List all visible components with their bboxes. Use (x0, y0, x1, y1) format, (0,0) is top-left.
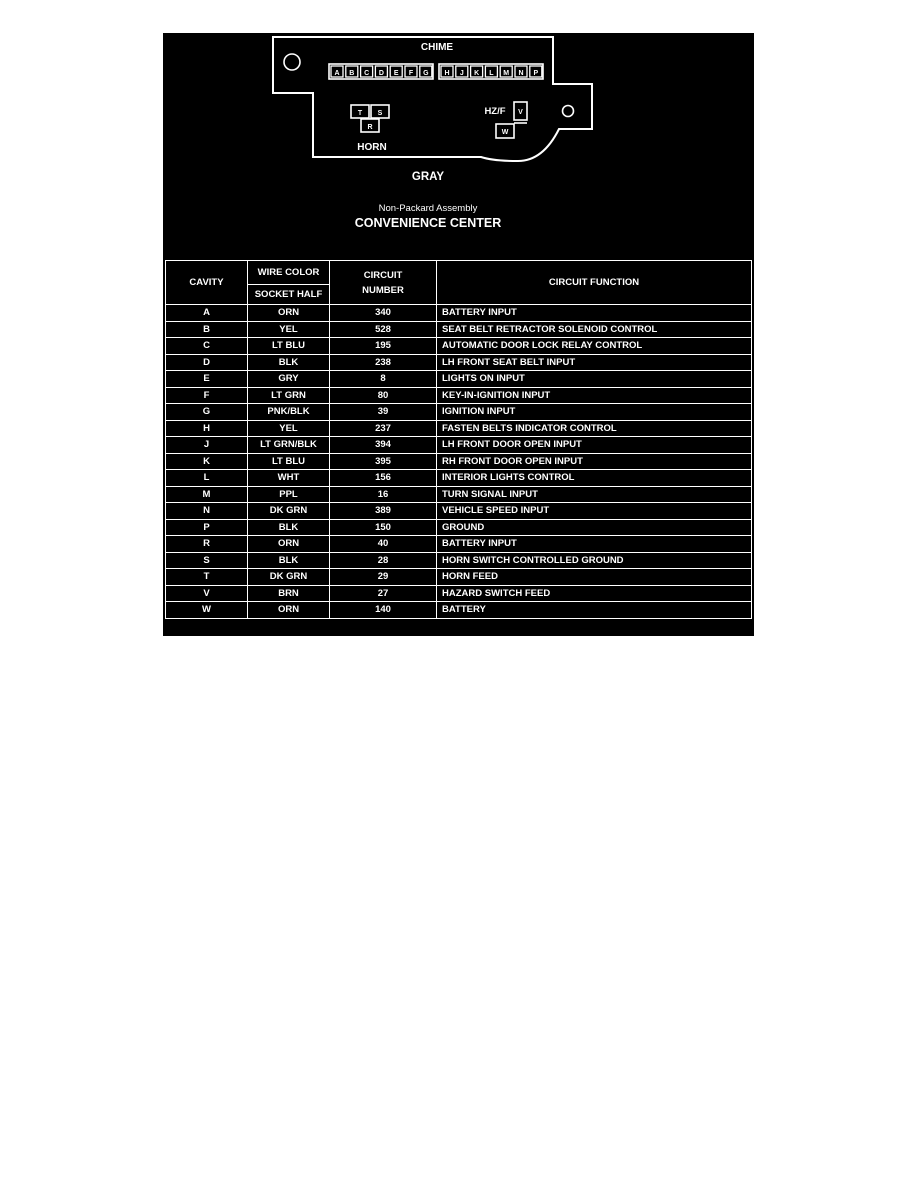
cell-wire-color: BRN (248, 585, 330, 602)
cell-wire-color: DK GRN (248, 503, 330, 520)
cell-cavity: V (166, 585, 248, 602)
cell-circuit-number: 150 (330, 519, 437, 536)
cell-wire-color: LT BLU (248, 453, 330, 470)
cell-wire-color: LT GRN (248, 387, 330, 404)
chime-pin-label: D (378, 70, 384, 77)
cell-circuit-function: AUTOMATIC DOOR LOCK RELAY CONTROL (437, 338, 752, 355)
chime-pin-label: L (489, 70, 494, 77)
hzf-label: HZ/F (484, 106, 506, 117)
cell-circuit-function: VEHICLE SPEED INPUT (437, 503, 752, 520)
header-socket-half: SOCKET HALF (248, 285, 330, 305)
chime-pin-label: H (444, 70, 450, 77)
table-row (166, 569, 752, 586)
cell-wire-color: GRY (248, 371, 330, 388)
cell-circuit-number: 394 (330, 437, 437, 454)
table-row (166, 503, 752, 520)
hzf-pin-w-label: W (501, 129, 509, 136)
horn-label: HORN (357, 142, 387, 153)
cell-circuit-function: LH FRONT SEAT BELT INPUT (437, 354, 752, 371)
cell-circuit-number: 39 (330, 404, 437, 421)
pinout-table (165, 260, 752, 619)
cell-wire-color: ORN (248, 602, 330, 619)
cell-cavity: R (166, 536, 248, 553)
header-circuit-number-line1: CIRCUIT (363, 269, 403, 281)
cell-circuit-function: HORN FEED (437, 569, 752, 586)
table-row (166, 305, 752, 322)
assembly-title: CONVENIENCE CENTER (354, 216, 502, 230)
horn-pin-t-label: T (357, 110, 363, 117)
cell-cavity: H (166, 420, 248, 437)
header-circuit-number-line2: NUMBER (362, 284, 404, 296)
header-wire-color: WIRE COLOR (248, 261, 330, 285)
chime-pin-label: B (349, 70, 355, 77)
mounting-hole-left (284, 54, 300, 70)
header-cavity: CAVITY (166, 261, 248, 305)
chime-pin-label: N (518, 70, 524, 77)
table-row (166, 453, 752, 470)
cell-circuit-number: 340 (330, 305, 437, 322)
cell-circuit-function: SEAT BELT RETRACTOR SOLENOID CONTROL (437, 321, 752, 338)
chime-pin-label: M (503, 70, 510, 77)
cell-cavity: G (166, 404, 248, 421)
chime-pin-label: E (393, 70, 399, 77)
table-row (166, 404, 752, 421)
chime-label: CHIME (420, 42, 454, 53)
cell-cavity: B (166, 321, 248, 338)
cell-cavity: W (166, 602, 248, 619)
table-row (166, 387, 752, 404)
table-row (166, 420, 752, 437)
cell-cavity: C (166, 338, 248, 355)
table-row (166, 470, 752, 487)
cell-circuit-number: 389 (330, 503, 437, 520)
cell-cavity: K (166, 453, 248, 470)
cell-circuit-number: 195 (330, 338, 437, 355)
cell-circuit-number: 237 (330, 420, 437, 437)
cell-circuit-function: IGNITION INPUT (437, 404, 752, 421)
cell-cavity: M (166, 486, 248, 503)
chime-pins-left (331, 66, 432, 77)
cell-wire-color: ORN (248, 305, 330, 322)
cell-wire-color: BLK (248, 519, 330, 536)
table-row (166, 321, 752, 338)
table-row (166, 437, 752, 454)
cell-circuit-number: 27 (330, 585, 437, 602)
header-circuit-number (330, 261, 437, 305)
table-row (166, 519, 752, 536)
cell-cavity: E (166, 371, 248, 388)
cell-cavity: S (166, 552, 248, 569)
mounting-hole-right (563, 106, 574, 117)
cell-circuit-number: 40 (330, 536, 437, 553)
cell-wire-color: PPL (248, 486, 330, 503)
cell-circuit-function: TURN SIGNAL INPUT (437, 486, 752, 503)
chime-pin-label: K (474, 70, 480, 77)
cell-circuit-function: INTERIOR LIGHTS CONTROL (437, 470, 752, 487)
cell-circuit-number: 395 (330, 453, 437, 470)
header-circuit-function: CIRCUIT FUNCTION (437, 261, 752, 305)
chime-pins-right (441, 66, 542, 77)
horn-pin-s-label: S (377, 110, 383, 117)
cell-wire-color: ORN (248, 536, 330, 553)
cell-circuit-function: HAZARD SWITCH FEED (437, 585, 752, 602)
chime-pin-label: F (408, 70, 414, 77)
horn-pin-r-label: R (367, 124, 373, 131)
cell-circuit-function: LIGHTS ON INPUT (437, 371, 752, 388)
cell-circuit-function: HORN SWITCH CONTROLLED GROUND (437, 552, 752, 569)
cell-cavity: J (166, 437, 248, 454)
cell-cavity: D (166, 354, 248, 371)
cell-circuit-number: 156 (330, 470, 437, 487)
cell-circuit-number: 29 (330, 569, 437, 586)
cell-circuit-function: GROUND (437, 519, 752, 536)
cell-circuit-number: 80 (330, 387, 437, 404)
cell-wire-color: BLK (248, 354, 330, 371)
cell-circuit-function: BATTERY (437, 602, 752, 619)
chime-pin-label: A (334, 70, 340, 77)
cell-circuit-function: BATTERY INPUT (437, 305, 752, 322)
cell-circuit-number: 8 (330, 371, 437, 388)
cell-circuit-function: LH FRONT DOOR OPEN INPUT (437, 437, 752, 454)
cell-wire-color: LT BLU (248, 338, 330, 355)
table-row (166, 552, 752, 569)
connector-outline (273, 37, 592, 161)
chime-pin-label: G (423, 70, 429, 77)
cell-cavity: P (166, 519, 248, 536)
table-row (166, 354, 752, 371)
cell-circuit-number: 140 (330, 602, 437, 619)
cell-circuit-function: RH FRONT DOOR OPEN INPUT (437, 453, 752, 470)
cell-cavity: N (166, 503, 248, 520)
cell-wire-color: WHT (248, 470, 330, 487)
connector-diagram (163, 33, 754, 263)
cell-wire-color: DK GRN (248, 569, 330, 586)
table-row (166, 602, 752, 619)
pinout-table-body (166, 305, 752, 619)
cell-cavity: T (166, 569, 248, 586)
cell-wire-color: PNK/BLK (248, 404, 330, 421)
cell-wire-color: BLK (248, 552, 330, 569)
connector-color-label: GRAY (411, 171, 445, 183)
table-row (166, 338, 752, 355)
table-row (166, 486, 752, 503)
hzf-pin-v-label: V (518, 109, 523, 116)
table-row (166, 536, 752, 553)
cell-cavity: A (166, 305, 248, 322)
cell-circuit-function: KEY-IN-IGNITION INPUT (437, 387, 752, 404)
cell-circuit-function: BATTERY INPUT (437, 536, 752, 553)
cell-circuit-number: 28 (330, 552, 437, 569)
cell-circuit-function: FASTEN BELTS INDICATOR CONTROL (437, 420, 752, 437)
cell-circuit-number: 16 (330, 486, 437, 503)
cell-wire-color: YEL (248, 420, 330, 437)
cell-wire-color: LT GRN/BLK (248, 437, 330, 454)
assembly-subtitle: Non-Packard Assembly (378, 203, 478, 214)
chime-pin-label: P (533, 70, 539, 77)
cell-circuit-number: 238 (330, 354, 437, 371)
chime-pin-label: C (364, 70, 370, 77)
cell-cavity: F (166, 387, 248, 404)
cell-wire-color: YEL (248, 321, 330, 338)
table-row (166, 585, 752, 602)
cell-circuit-number: 528 (330, 321, 437, 338)
table-row (166, 371, 752, 388)
cell-cavity: L (166, 470, 248, 487)
chime-pin-label: J (459, 70, 464, 77)
